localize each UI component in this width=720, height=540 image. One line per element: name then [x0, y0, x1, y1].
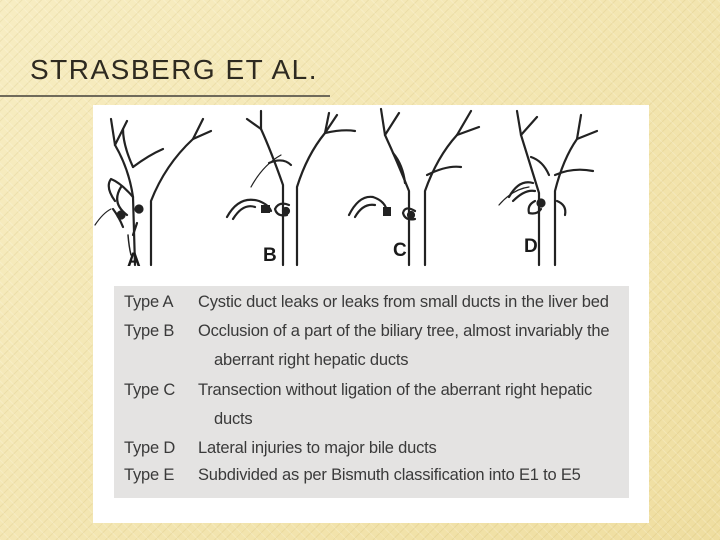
classification-table — [114, 286, 629, 498]
classification-figure — [93, 105, 649, 523]
panel-label-c: C — [393, 240, 407, 261]
row-description: Subdivided as per Bismuth classification into E1 to E5 — [198, 466, 581, 484]
row-description-continued: aberrant right hepatic ducts — [214, 351, 409, 369]
row-description: Lateral injuries to major bile ducts — [198, 439, 437, 457]
slide-title: STRASBERG ET AL. — [30, 54, 319, 85]
row-description-continued: ducts — [214, 410, 253, 428]
row-type: Type C — [124, 381, 176, 399]
duct-illustration-c — [349, 109, 479, 265]
row-description: Occlusion of a part of the biliary tree, almost invariably the — [198, 322, 610, 340]
bile-duct-diagram — [93, 105, 649, 285]
duct-illustration-a — [95, 119, 211, 265]
panel-label-d: D — [524, 236, 538, 257]
panel-label-b: B — [263, 245, 277, 266]
duct-illustration-d — [499, 111, 597, 265]
row-type: Type E — [124, 466, 175, 484]
row-description: Transection without ligation of the aberrant right hepatic — [198, 381, 593, 399]
row-description: Cystic duct leaks or leaks from small ducts in the liver bed — [198, 293, 609, 311]
panel-label-a: A — [127, 250, 141, 271]
row-type: Type A — [124, 293, 174, 311]
title-underline — [0, 95, 330, 97]
row-type: Type B — [124, 322, 175, 340]
row-type: Type D — [124, 439, 176, 457]
duct-illustration-b — [227, 111, 355, 265]
